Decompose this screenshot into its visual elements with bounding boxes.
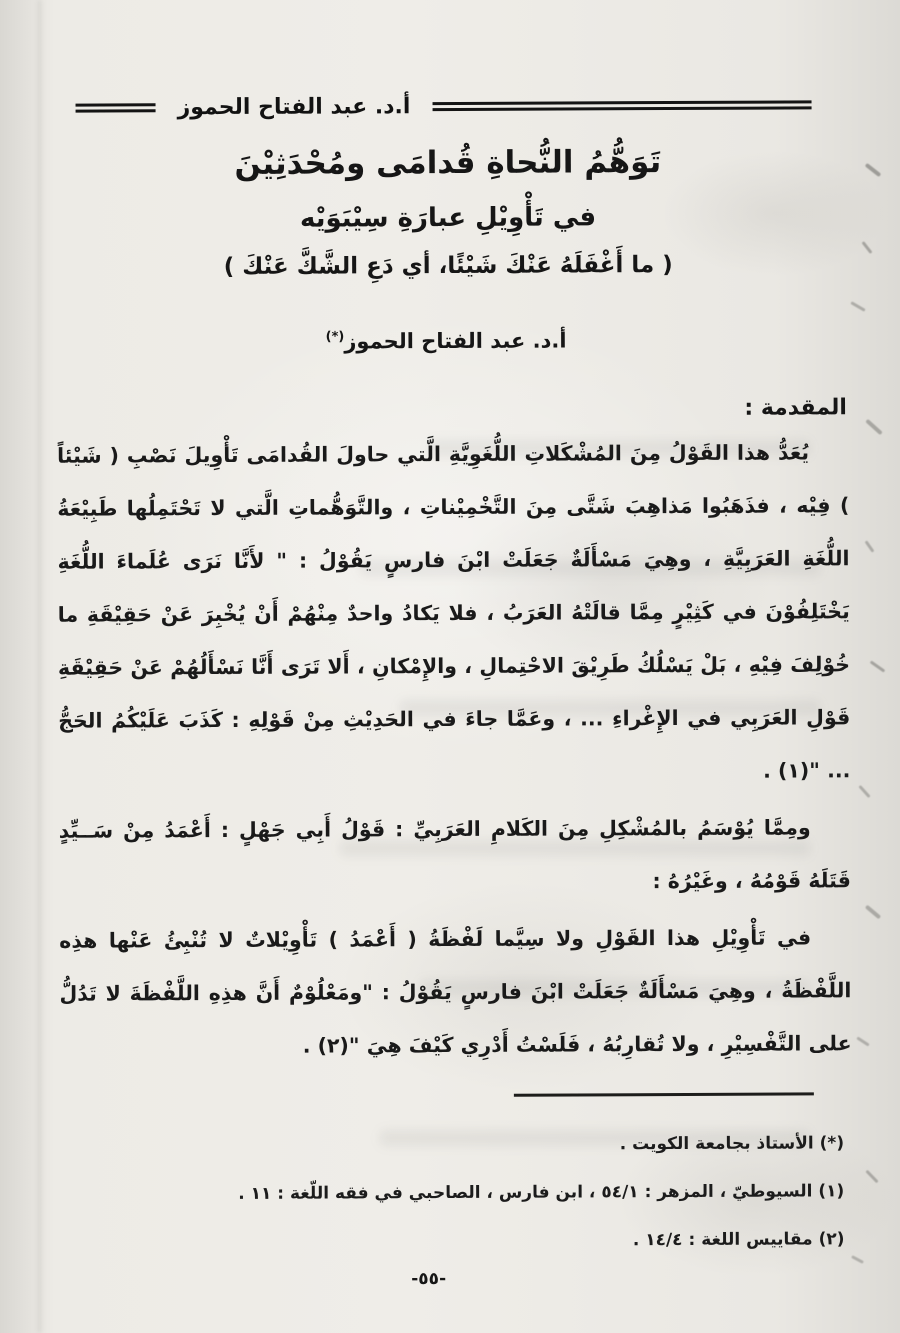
footnote-star: (*) الأستاذ بجامعة الكويت .: [619, 1133, 845, 1155]
running-header-author: أ.د. عبد الفتاح الحموز: [177, 94, 411, 121]
body-paragraph-1: يُعَدُّ هذا القَوْلُ مِنَ المُشْكَلاتِ اللُّغَوِيَّةِ الَّتي حاولَ القُدامَى تَأْوِيلَ نَصْبِ ( شَيْئاً ) فِيْه ، فذَهَبُوا مَذاهِبَ شَتَّى مِنَ التَّخْمِيْناتِ ، والتَّوَهُّماتِ الَّتي لا تَحْتَمِلُها طَبِيْعَةُ اللُّغَةِ العَرَبِيَّةِ ، وهِيَ مَسْأَلَةٌ جَعَلَتْ ابْنَ فارسٍ يَقُوْلُ : " لأَنَّا نَرَى عُلَماءَ اللُّغَةِ يَخْتَلِفُوْنَ في كَثِيْرٍ مِمَّا قالَتْهُ العَرَبُ ، فلا يَكادُ واحدٌ مِنْهُمْ أَنْ يُخْبِرَ عَنْ حَقِيْقَةِ ما خُوْلِفَ فِيْهِ ، بَلْ يَسْلُكُ طَرِيْقَ الاحْتِمالِ ، والإِمْكانِ ، أَلا تَرَى أَنَّا نَسْأَلُهُمْ عَنْ حَقِيْقَةِ قَوْلِ العَرَبِي في الإِغْراءِ ... ، وعَمَّا جاءَ في الحَدِيْثِ مِنْ قَوْلِهِ : كَذَبَ عَلَيْكُمُ الحَجُّ ... "(١) .: [57, 440, 851, 783]
article-title-line-1: تَوَهُّمُ النُّحاةِ قُدامَى ومُحْدَثِيْنَ: [234, 144, 662, 182]
author-byline: [0, 327, 899, 355]
footnote-1: (١) السيوطيّ ، المزهر : ٥٤/١ ، ابن فارس ، الصاحبي في فقه اللّغة : ١١ .: [238, 1181, 845, 1204]
section-heading-muqaddima: المقدمة :: [744, 395, 847, 421]
article-body: [0, 420, 900, 1074]
body-paragraph-2: ومِمَّا يُوْسَمُ بالمُشْكِلِ مِنَ الكَلامِ العَرَبِيِّ : قَوْلُ أَبِي جَهْلٍ : أَعْمَدُ مِنْ سَــيِّدٍ قَتَلَهُ قَوْمُهُ ، وغَيْرُهُ :: [58, 815, 851, 894]
author-footnote-mark: (*): [325, 329, 345, 345]
article-title-line-3: ( ما أَغْفَلَهُ عَنْكَ شَيْئًا، أي دَعِ الشَّكَّ عَنْكَ ): [223, 252, 673, 280]
article-title-block: [0, 143, 898, 281]
author-name: أ.د. عبد الفتاح الحموز: [344, 328, 567, 354]
header-rule-right: [432, 100, 811, 111]
running-header: [0, 92, 898, 121]
body-paragraph-3: في تَأْوِيْلِ هذا القَوْلِ ولا سِيَّما لَفْظَةُ ( أَعْمَدُ ) تَأْوِيْلاتٌ لا تُنْبِئُ عَنْها هذِه اللَّفْظَةُ ، وهِيَ مَسْأَلَةٌ جَعَلَتْ ابْنَ فارسٍ يَقُوْلُ : "ومَعْلُوْمٌ أَنَّ هذِهِ اللَّفْظَةَ لا تَدُلُّ على التَّفْسِيْرِ ، ولا تُقارِبُهُ ، فَلَسْتُ أَدْرِي كَيْفَ هِيَ "(٢) .: [59, 925, 852, 1058]
header-rule-left: [76, 103, 156, 112]
article-title-line-2: في تَأْوِيْلِ عبارَةِ سِيْبَوَيْه: [299, 202, 597, 234]
page-number: -٥٥-: [411, 1269, 447, 1290]
footnote-2: (٢) مقاييس اللغة : ١٤/٤ .: [632, 1229, 845, 1251]
footnotes-block: [2, 1095, 900, 1267]
